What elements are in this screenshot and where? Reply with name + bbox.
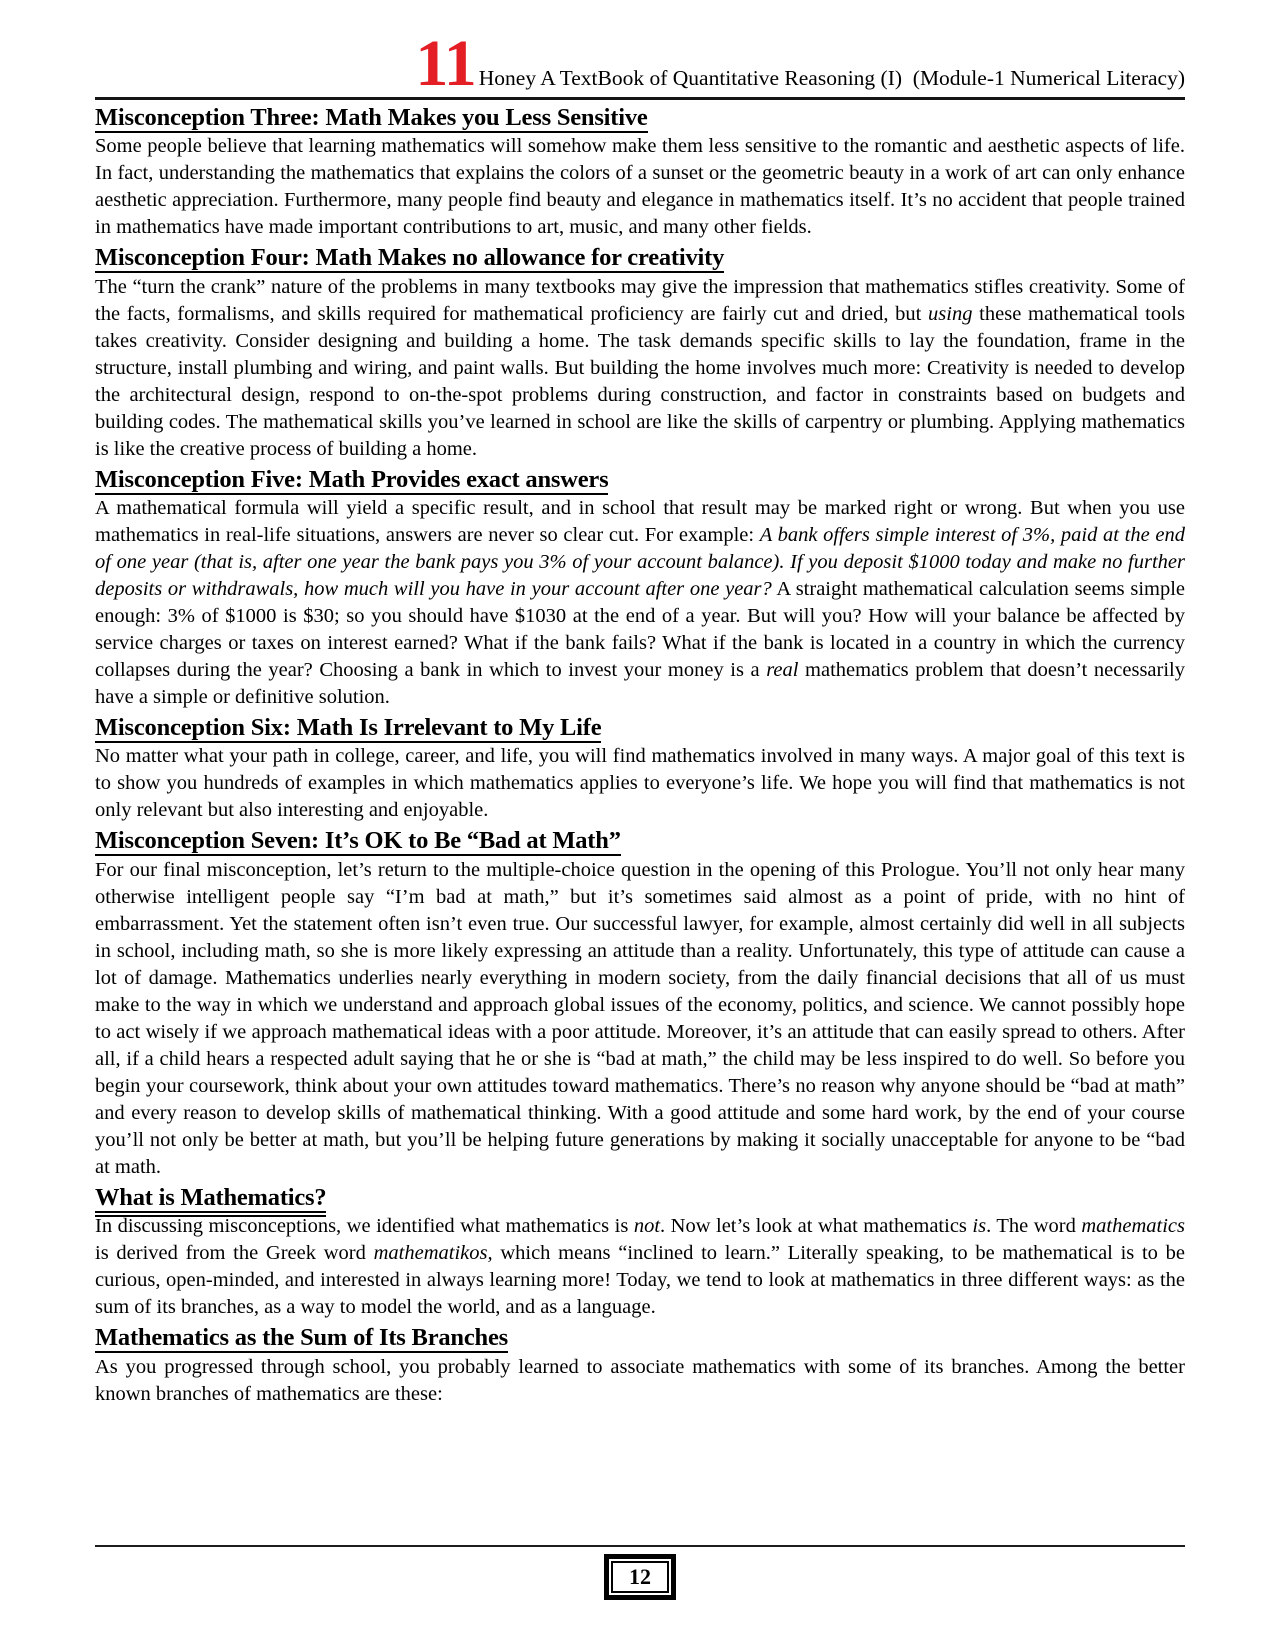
section-heading-misconception-five	[95, 466, 1185, 493]
text-run: these mathematical tools takes creativity. Consider designing and building a home. The task demands specific skills to lay the foundation, frame in the structure, install plumbing and wiring, and paint walls. But building the home involves much more: Creativity is needed to develop the architectural design, respond to on-the-spot problems during construction, and factor in constraints based on budgets and building codes. The mathematical skills you’ve learned in school are like the skills of carpentry or plumbing. Applying mathematics is like the creative process of building a home.	[95, 302, 1185, 460]
paragraph-misconception-five	[95, 495, 1185, 711]
paragraph-misconception-four	[95, 274, 1185, 463]
text-run-italic: real	[766, 659, 799, 682]
text-run: In discussing misconceptions, we identified what mathematics is	[95, 1215, 634, 1238]
text-run: which means “inclined to learn.” Literally speaking, to be mathematical is to be curious, open-minded, and interested in always learning more! Today, we tend to look at mathematics in three different ways: as the sum of its branches, as a way to model the world, and as a language.	[95, 1242, 1185, 1319]
text-run-italic: mathematics	[1081, 1215, 1185, 1238]
text-run: No matter what your path in college, career, and life, you will find mathematics involved in many ways. A major goal of this text is to show you hundreds of examples in which mathematics applies to everyone’s life. We hope you will find that mathematics is not only relevant but also interesting and enjoyable.	[95, 745, 1185, 822]
heading-text: Misconception Three: Math Makes you Less Sensitive	[95, 103, 648, 131]
section-heading-misconception-four	[95, 244, 1185, 271]
heading-text: Misconception Five: Math Provides exact answers	[95, 465, 609, 493]
heading-text: Misconception Seven: It’s OK to Be “Bad at Math”	[95, 827, 621, 855]
section-heading-misconception-seven	[95, 827, 1185, 854]
heading-text: What is Mathematics?	[95, 1184, 326, 1217]
text-run-italic: is	[972, 1215, 987, 1238]
text-run-italic: A bank offers simple interest of 3%, paid at the end of one year (that is, after one year the bank pays you 3% of your account balance). If you deposit $1000 today and make no further deposits or withdrawals, how much will you have in your account after one year?	[95, 524, 1185, 601]
text-run: . Now let’s look at what mathematics	[660, 1215, 973, 1238]
text-run: As you progressed through school, you probably learned to associate mathematics with some of its branches. Among the better known branches of mathematics are these:	[95, 1355, 1185, 1405]
heading-text: Misconception Four: Math Makes no allowance for creativity	[95, 244, 725, 272]
text-run: Some people believe that learning mathematics will somehow make them less sensitive to the romantic and aesthetic aspects of life. In fact, understanding the mathematics that explains the colors of a sunset or the geometric beauty in a work of art can only enhance aesthetic appreciation. Furthermore, many people find beauty and elegance in mathematics itself. It’s no accident that people trained in mathematics have made important contributions to art, music, and many other fields.	[95, 135, 1185, 239]
page-header	[95, 27, 1185, 100]
text-run: For our final misconception, let’s return to the multiple-choice question in the opening of this Prologue. You’ll not only hear many otherwise intelligent people say “I’m bad at math,” but it’s sometimes said almost as a point of pride, with no hint of embarrassment. Yet the statement often isn’t even true. Our successful lawyer, for example, almost certainly did well in all subjects in school, including math, so she is more likely expressing an attitude than a reality. Unfortunately, this type of attitude can cause a lot of damage. Mathematics underlies nearly everything in modern society, from the daily financial decisions that all of us must make to the way in which we understand and approach global issues of the economy, politics, and science. We cannot possibly hope to act wisely if we approach mathematical ideas with a poor attitude. Moreover, it’s an attitude that can easily spread to others. After all, if a child hears a respected adult saying that he or she is “bad at math,” the child may be less inspired to do well. So before you begin your coursework, think about your own attitudes toward mathematics. There’s no reason why anyone should be “bad at math” and every reason to develop skills of mathematical thinking. With a good attitude and some hard work, by the end of your course you’ll not only be better at math, but you’ll be helping future generations by making it socially unacceptable for anyone to be “bad at math.	[95, 858, 1185, 1178]
text-run: The “turn the crank” nature of the problems in many textbooks may give the impression that mathematics stifles creativity. Some of the facts, formalisms, and skills required for mathematical proficiency are fairly cut and dried, but	[95, 275, 1185, 325]
page-number: 12	[611, 1561, 669, 1593]
text-run: . The word	[986, 1215, 1082, 1238]
heading-text: Misconception Six: Math Is Irrelevant to My Life	[95, 714, 602, 742]
paragraph-what-is-mathematics	[95, 1213, 1185, 1321]
chapter-number: 11	[415, 27, 476, 100]
paragraph-sum-of-branches	[95, 1354, 1185, 1408]
text-run: A straight mathematical calculation seems simple enough: 3% of $1000 is $30; so you should have $1030 at the end of a year. But will you? How will your balance be affected by service charges or taxes on interest earned? What if the bank fails? What if the bank is located in a country in which the currency collapses during the year? Choosing a bank in which to invest your money is a	[95, 578, 1186, 682]
text-run: A mathematical formula will yield a specific result, and in school that result may be marked right or wrong. But when you use mathematics in real-life situations, answers are never so clear cut. For example:	[95, 497, 1185, 547]
text-run-italic: not	[633, 1215, 661, 1238]
paragraph-misconception-seven	[95, 857, 1185, 1181]
section-heading-misconception-three	[95, 104, 1185, 131]
text-run: is derived from the Greek word	[95, 1242, 374, 1265]
page-number-box	[604, 1554, 676, 1600]
heading-text: Mathematics as the Sum of Its Branches	[95, 1324, 508, 1352]
text-run-italic: mathematikos,	[373, 1242, 493, 1265]
text-run-italic: using	[928, 302, 973, 325]
paragraph-misconception-three	[95, 133, 1185, 241]
page-footer	[95, 1545, 1185, 1589]
header-rule	[95, 97, 1185, 100]
section-heading-what-is-mathematics	[95, 1184, 1185, 1211]
section-heading-sum-of-branches	[95, 1324, 1185, 1351]
text-run: mathematics problem that doesn’t necessarily have a simple or definitive solution.	[95, 659, 1185, 709]
section-heading-misconception-six	[95, 714, 1185, 741]
header-title: Honey A TextBook of Quantitative Reasoning (I) (Module-1 Numerical Literacy)	[478, 66, 1185, 90]
paragraph-misconception-six	[95, 743, 1185, 824]
